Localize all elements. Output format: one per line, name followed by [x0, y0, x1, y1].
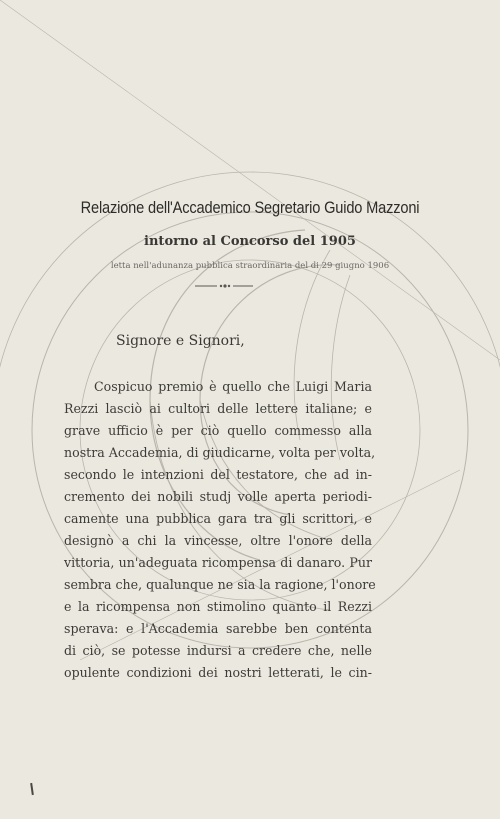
- text-line: cremento dei nobili studj volle aperta periodi-: [64, 489, 372, 504]
- salutation: Signore e Signori,: [116, 333, 245, 349]
- text-line: sembra che, qualunque ne sia la ragione, l'onore: [64, 577, 376, 592]
- text-line: grave ufficio è per ciò quello commesso alla: [64, 423, 372, 438]
- text-line: designò a chi la vincesse, oltre l'onore della: [64, 533, 372, 548]
- document-subtitle: intorno al Concorso del 1905: [144, 234, 356, 249]
- document-title: Relazione dell'Accademico Segretario Guido Mazzoni: [80, 198, 420, 217]
- text-line: di ciò, se potesse indursi a credere che, nelle: [64, 643, 372, 658]
- reading-note: letta nell'adunanza pubblica straordinaria del di 29 giugno 1906: [110, 261, 390, 271]
- text-line: e la ricompensa non stimolino quanto il Rezzi: [64, 599, 372, 614]
- text-line: sperava: e l'Accademia sarebbe ben contenta: [64, 621, 372, 636]
- body-text: [64, 376, 376, 684]
- text-line: Cospicuo premio è quello che Luigi Maria: [94, 379, 372, 394]
- ornament-divider-icon: [195, 283, 255, 289]
- text-line: Rezzi lasciò ai cultori delle lettere italiane; e: [64, 401, 372, 416]
- text-line: camente una pubblica gara tra gli scrittori, e: [64, 511, 372, 526]
- text-line: nostra Accademia, di giudicarne, volta per volta,: [64, 445, 376, 460]
- text-line: opulente condizioni dei nostri letterati, le cin-: [64, 665, 372, 680]
- text-line: vittoria, un'adeguata ricompensa di danaro. Pur: [64, 555, 372, 570]
- margin-mark: [30, 783, 34, 795]
- text-line: secondo le intenzioni del testatore, che ad in-: [64, 467, 372, 482]
